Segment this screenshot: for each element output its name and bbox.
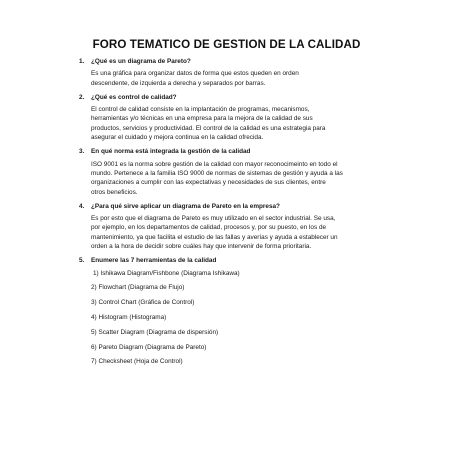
question-4	[79, 202, 397, 211]
list-item: 2) Flowchart (Diagrama de Flujo)	[91, 284, 185, 292]
list-item: 1) Ishikawa Diagram/Fishbone (Diagrama Ishikawa)	[93, 269, 240, 277]
question-text: ¿Para qué sirve aplicar un diagrama de Pareto en la empresa?	[91, 202, 280, 210]
question-number: 4.	[79, 202, 85, 210]
list-item: 6) Pareto Diagram (Diagrama de Pareto)	[91, 343, 207, 351]
document-body	[79, 57, 397, 372]
question-1	[79, 57, 397, 66]
answer-4: Es por esto que el diagrama de Pareto es muy utilizado en el sector industrial. Se usa, por ejemplo, en los departamentos de calidad, procesos y, por su puesto, en los de mantenimiento, ya que facilita el estudio de las fallas y averías y ayuda a establecer un orden a la hora de decidir sobre cuáles hay que intervenir de forma prioritaria.	[91, 215, 338, 251]
answer-1: Es una gráfica para organizar datos de forma que estos queden en orden descendente, de izquierda a derecha y separados por barras.	[91, 70, 299, 87]
answer-3: ISO 9001 es la norma sobre gestión de la calidad con mayor reconocimeinto en todo el mundo. Pertenece a la familia ISO 9000 de normas de sistemas de gestión y ayuda a las organizaciones a cumplir con las expectativas y necesidades de sus clientes, entre otros beneficios.	[91, 160, 343, 196]
question-number: 5.	[79, 257, 85, 265]
list-item: 7) Checksheet (Hoja de Control)	[91, 358, 183, 366]
question-5	[79, 256, 397, 265]
question-text: En qué norma está integrada la gestión de la calidad	[91, 148, 251, 156]
answer-2: El control de calidad consiste en la implantación de programas, mecanismos, herramientas y/o técnicas en una empresa para la mejora de la calidad de sus productos, servicios y productividad. El control de la calidad es una estrategia para asegurar el cuidado y mejora continua en la calidad ofrecida.	[91, 106, 326, 142]
question-number: 2.	[79, 93, 85, 101]
question-text: Enumere las 7 herramientas de la calidad	[91, 257, 217, 265]
list-item: 3) Control Chart (Gráfica de Control)	[91, 299, 195, 307]
question-text: ¿Qué es un diagrama de Pareto?	[91, 58, 191, 65]
question-2	[79, 93, 397, 102]
question-text: ¿Qué es control de calidad?	[91, 93, 177, 101]
question-number: 3.	[79, 148, 85, 156]
document-title: FORO TEMATICO DE GESTION DE LA CALIDAD	[92, 38, 361, 51]
question-3	[79, 147, 397, 156]
question-number: 1.	[79, 58, 85, 65]
quality-tools-list	[91, 269, 397, 367]
list-item: 4) Histogram (Histograma)	[91, 314, 167, 322]
list-item: 5) Scatter Diagram (Diagrama de dispersión)	[91, 328, 219, 336]
